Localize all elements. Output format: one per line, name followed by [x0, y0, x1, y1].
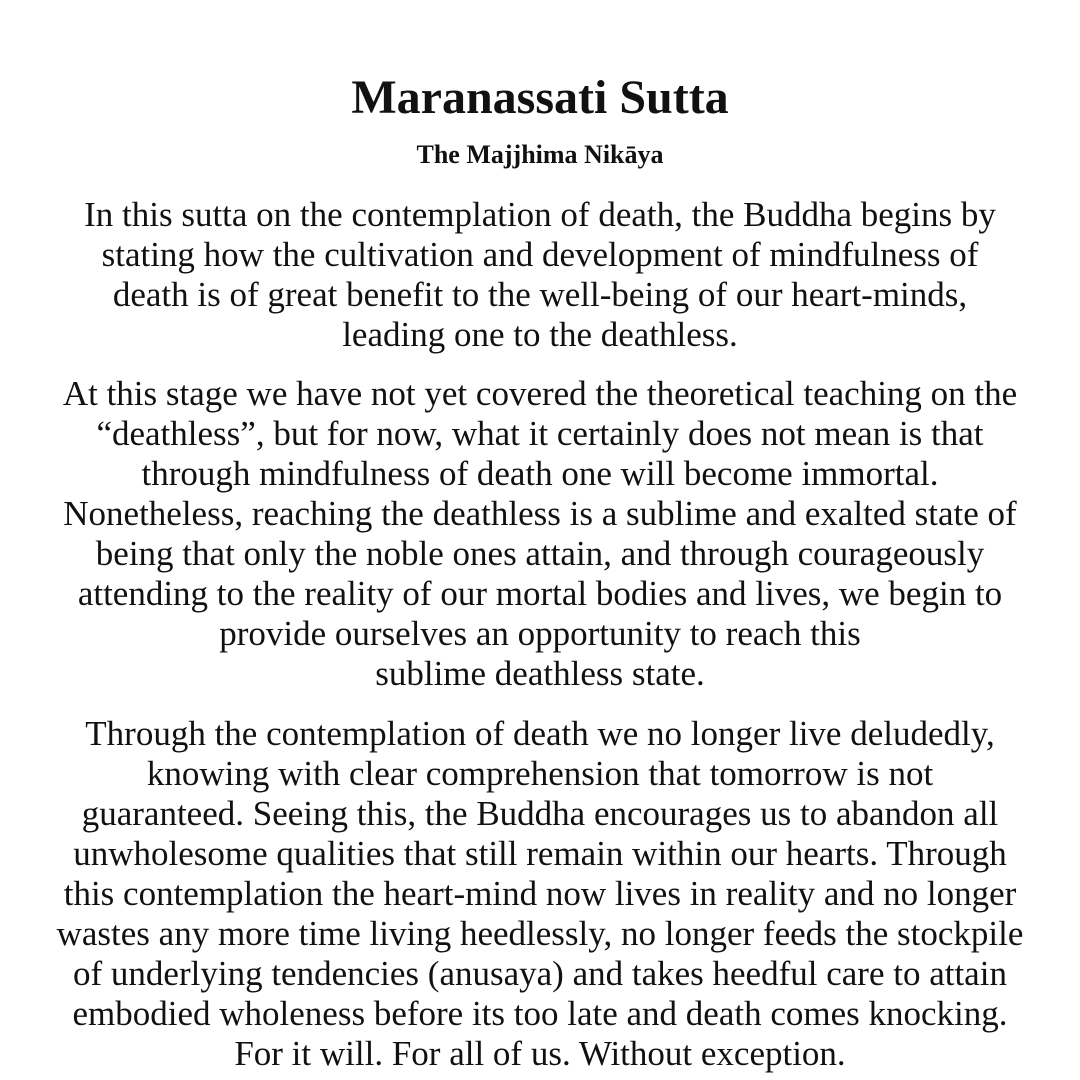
paragraph-intro: In this sutta on the contemplation of death, the Buddha begins by stating how the cultivation and development of mindfulness of death is of great benefit to the well-being of our heart-minds, leading one to the deathless.	[84, 195, 996, 354]
paragraph-contemplation: Through the contemplation of death we no longer live deludedly, knowing with clear comprehension that tomorrow is not guaranteed. Seeing this, the Buddha encourages us to abandon all unwholesome qualities that still remain within our hearts. Through this contemplation the heart-mind now lives in reality and no longer wastes any more time living heedlessly, no longer feeds the stockpile of underlying tendencies (anusaya) and takes heedful care to attain embodied wholeness before its too late and death comes knocking. For it will. For all of us. Without exception.	[56, 714, 1024, 1073]
page-subtitle: The Majjhima Nikāya	[416, 140, 664, 169]
paragraph-deathless: At this stage we have not yet covered the theoretical teaching on the “deathless”, but for now, what it certainly does not mean is that through mindfulness of death one will become immortal. Nonetheless, reaching the deathless is a sublime and exalted state of being that only the noble ones attain, and through courageously attending to the reality of our mortal bodies and lives, we begin to provide ourselves an opportunity to reach this sublime deathless state.	[62, 374, 1018, 693]
page-title: Maranassati Sutta	[351, 71, 729, 124]
